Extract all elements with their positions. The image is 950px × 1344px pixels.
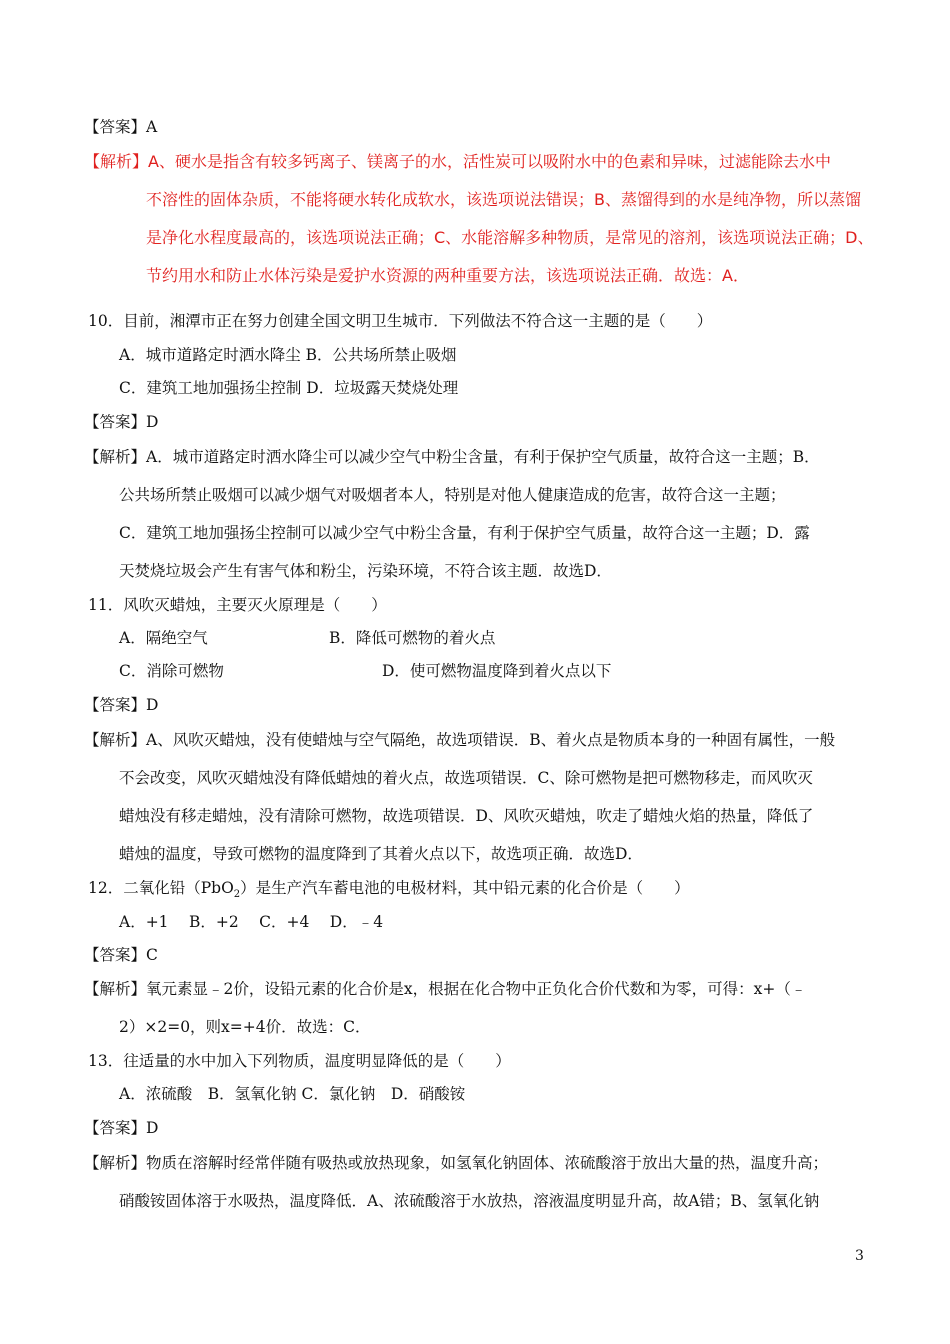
q10-analysis-line-4: 天焚烧垃圾会产生有害气体和粉尘，污染环境，不符合该主题．故选D．	[119, 562, 612, 580]
q11-analysis-line-1: 【解析】A、风吹灭蜡烛，没有使蜡烛与空气隔绝，故选项错误．B、着火点是物质本身的一种固有属性，一般	[84, 731, 836, 749]
q9-analysis-line-3: 是净化水程度最高的，该选项说法正确；C、水能溶解多种物质，是常见的溶剂，该选项说法正确；D、	[146, 228, 874, 247]
q13-stem: 13．往适量的水中加入下列物质，温度明显降低的是（ ）	[88, 1052, 511, 1070]
q12-stem	[88, 878, 690, 905]
q13-analysis-line-1: 【解析】物质在溶解时经常伴随有吸热或放热现象，如氢氧化钠固体、浓硫酸溶于放出大量的热，温度升高；	[84, 1154, 829, 1172]
q11-stem: 11．风吹灭蜡烛，主要灭火原理是（ ）	[88, 596, 387, 614]
q10-stem: 10．目前，湘潭市正在努力创建全国文明卫生城市．下列做法不符合这一主题的是（ ）	[88, 312, 713, 330]
q13-analysis-line-2: 硝酸铵固体溶于水吸热，温度降低．A、浓硫酸溶于水放热，溶液温度明显升高，故A错；B、氢氧化钠	[119, 1192, 820, 1210]
q10-answer: 【答案】D	[84, 413, 159, 431]
q11-analysis-line-2: 不会改变，风吹灭蜡烛没有降低蜡烛的着火点，故选项错误．C、除可燃物是把可燃物移走，而风吹灭	[119, 769, 813, 787]
q10-analysis-line-2: 公共场所禁止吸烟可以减少烟气对吸烟者本人，特别是对他人健康造成的危害，故符合这一主题；	[119, 486, 786, 504]
q12-stem-subscript: 2	[233, 889, 241, 901]
q10-analysis-line-3: C．建筑工地加强扬尘控制可以减少空气中粉尘含量，有利于保护空气质量，故符合这一主题；D．露	[119, 524, 810, 542]
q12-analysis-line-1: 【解析】氧元素显﹣2价，设铅元素的化合价是x，根据在化合物中正负化合价代数和为零，可得：x+（﹣	[84, 980, 807, 998]
q11-option-d: D．使可燃物温度降到着火点以下	[382, 662, 612, 680]
q11-option-b: B．降低可燃物的着火点	[329, 629, 496, 647]
q9-analysis-line-4: 节约用水和防止水体污染是爱护水资源的两种重要方法，该选项说法正确．故选：A．	[146, 266, 749, 285]
q10-option-line-2: C．建筑工地加强扬尘控制 D．垃圾露天焚烧处理	[119, 379, 459, 397]
q11-analysis-line-3: 蜡烛没有移走蜡烛，没有清除可燃物，故选项错误．D、风吹灭蜡烛，吹走了蜡烛火焰的热量，降低了	[119, 807, 814, 825]
q11-option-a: A．隔绝空气	[119, 629, 208, 647]
q13-options: A．浓硫酸 B．氢氧化钠 C．氯化钠 D．硝酸铵	[119, 1085, 466, 1103]
q10-analysis-line-1: 【解析】A．城市道路定时洒水降尘可以减少空气中粉尘含量，有利于保护空气质量，故符合这一主题；B．	[84, 448, 820, 466]
q11-analysis-line-4: 蜡烛的温度，导致可燃物的温度降到了其着火点以下，故选项正确．故选D．	[119, 845, 643, 863]
q11-option-c: C．消除可燃物	[119, 662, 224, 680]
q9-analysis-line-1: 【解析】A、硬水是指含有较多钙离子、镁离子的水，活性炭可以吸附水中的色素和异味，过滤能除去水中	[84, 152, 831, 171]
q12-stem-post: ）是生产汽车蓄电池的电极材料，其中铅元素的化合价是（ ）	[240, 879, 690, 897]
q12-stem-pre: 12．二氧化铅（PbO	[88, 879, 234, 897]
q13-answer: 【答案】D	[84, 1119, 159, 1137]
q11-answer: 【答案】D	[84, 696, 159, 714]
q9-analysis-line-2: 不溶性的固体杂质，不能将硬水转化成软水，该选项说法错误；B、蒸馏得到的水是纯净物，所以蒸馏	[146, 190, 861, 209]
q12-analysis-line-2: 2）×2=0，则x=+4价．故选：C．	[119, 1018, 371, 1036]
q9-answer: 【答案】A	[84, 118, 158, 136]
q12-answer: 【答案】C	[84, 946, 158, 964]
q10-option-line-1: A．城市道路定时洒水降尘 B．公共场所禁止吸烟	[119, 346, 457, 364]
q12-options: A．+1 B．+2 C．+4 D．﹣4	[119, 913, 384, 931]
page-number: 3	[855, 1248, 864, 1264]
